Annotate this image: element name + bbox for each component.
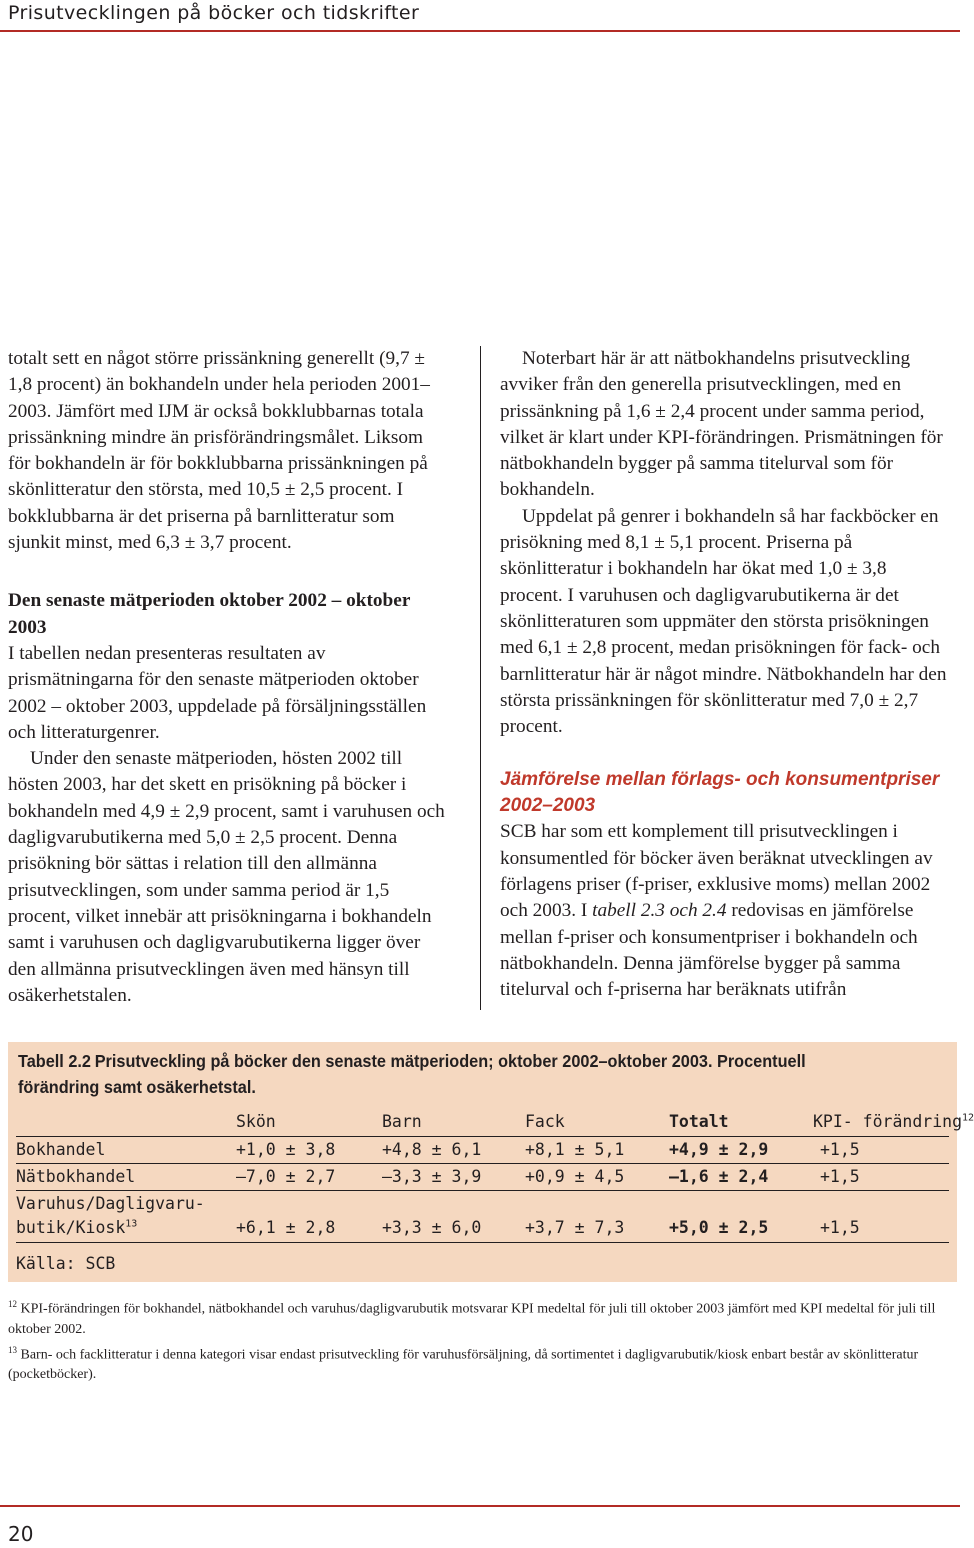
footnote: [8, 1340, 948, 1386]
paragraph: Under den senaste mätperioden, hösten 2002 till hösten 2003, har det skett en prisökning på böcker i bokhandeln med 4,9 ± 2,9 procent, samt i varuhusen och dagligvarubutikerna med 5,0 ± 2,5 procent. Denna prisökning bör sättas i relation till den allmänna prisutvecklingen, som under samma period är 1,5 procent, vilket innebär att prisökningarna i bokhandeln samt i varuhusen och dagligvarubutikerna ligger över den allmänna prisutvecklingen även med hänsyn till osäkerhetstalen.: [8, 748, 445, 1006]
table-caption-text: Prisutveckling på böcker den senaste mätperioden; oktober 2002–oktober 2003. Procentuell förändring samt osäkerhetstal.: [18, 1051, 806, 1097]
table-box: [8, 1042, 974, 1282]
column-divider: [480, 346, 481, 1010]
left-column: [8, 346, 446, 1009]
table-cell: –7,0 ± 2,7: [236, 1167, 336, 1186]
table-cell: +0,9 ± 4,5: [525, 1167, 625, 1186]
col-header-fack: Fack: [525, 1112, 565, 1131]
paragraph: totalt sett en något större prissänkning generellt (9,7 ± 1,8 procent) än bokhandeln under hela perioden 2001–2003. Jämfört med IJM är också bokklubbarnas totala prissänkning mindre än prisförändringsmålet. Liksom för bokhandeln är för bokklubbarna prissänkningen på skönlitteratur den största, med 10,5 ± 2,5 procent. I bokklubbarna är det priserna på barnlitteratur som sjunkit minst, med 6,3 ± 3,7 procent.: [8, 348, 430, 554]
paragraph: Uppdelat på genrer i bokhandeln så har fackböcker en prisökning med 8,1 ± 5,1 procent. Priserna på skönlitteratur i bokhandeln har ökat med 1,0 ± 3,8 procent. I varuhusen och dagligvarubutikerna är det skönlitteraturen som uppmäter den största prisökningen med 6,1 ± 2,8 procent, medan prisökningen för fack- och barnlitteratur här är något mindre. Nätbokhandeln har den största prissänkningen för skönlitteratur med 7,0 ± 2,7 procent.: [500, 505, 947, 738]
footnote: [8, 1294, 948, 1340]
col-header-barn: Barn: [382, 1112, 422, 1131]
table-cell: –3,3 ± 3,9: [382, 1167, 482, 1186]
paragraph: I tabellen nedan presenteras resultaten av prismätningarna för den senaste mätperioden oktober 2002 – oktober 2003, uppdelade på försäljningsställen och litteraturgenrer.: [8, 642, 427, 743]
table-label: Tabell 2.2: [18, 1051, 91, 1071]
table-caption: [18, 1048, 874, 1100]
table-source: Källa: SCB: [16, 1254, 116, 1273]
paragraph: [500, 819, 952, 1003]
paragraph: Noterbart här är att nätbokhandelns prisutveckling avviker från den generella prisutvecklingen, med en prissänkning på 1,6 ± 2,4 procent under samma period, vilket är klart under KPI-förändringen. Prismätningen för nätbokhandeln bygger på samma titelurval som för bokhandeln.: [500, 348, 943, 501]
table-cell: +3,7 ± 7,3: [525, 1218, 625, 1237]
footer-rule: [0, 1505, 960, 1507]
footnote-number: 13: [8, 1344, 17, 1355]
running-head: Prisutvecklingen på böcker och tidskrifter: [8, 2, 420, 24]
paragraph-text: redovisas en jämförelse mellan f-priser och konsumentpriser i bokhandeln och nätbokhandeln. Denna jämförelse bygger på samma titelurval och f-priserna har beräknats utifrån: [500, 900, 918, 1001]
footnote-ref: 13: [125, 1218, 138, 1230]
table-rule: [16, 1163, 949, 1164]
row-label-varuhus-cont: [16, 1216, 137, 1240]
footnotes: [8, 1294, 948, 1385]
table-reference: tabell 2.3 och 2.4: [592, 900, 727, 922]
table-cell: +8,1 ± 5,1: [525, 1140, 625, 1159]
footnote-number: 12: [8, 1299, 17, 1309]
page-number: 20: [8, 1522, 34, 1546]
table-cell: +6,1 ± 2,8: [236, 1218, 336, 1237]
table-rule: [16, 1190, 949, 1191]
table-rule: [16, 1136, 949, 1137]
table-cell: +3,3 ± 6,0: [382, 1218, 482, 1237]
col-header-totalt: Totalt: [669, 1112, 729, 1131]
section-heading: Jämförelse mellan förlags- och konsumentpriser 2002–2003: [500, 769, 940, 817]
header-rule: [0, 30, 960, 32]
footnote-ref: 12: [962, 1112, 974, 1124]
table-cell-total: +4,9 ± 2,9: [669, 1140, 769, 1159]
col-header-kpi-text: KPI- förändring: [813, 1112, 963, 1131]
right-column: [500, 346, 952, 1004]
footnote-text: KPI-förändringen för bokhandel, nätbokhandel och varuhus/dagligvarubutik motsvarar KPI medeltal för juli till oktober 2003 jämfört med KPI medeltal för juli till oktober 2002.: [8, 1301, 936, 1337]
table-cell: +1,5: [820, 1140, 860, 1159]
table-cell: +4,8 ± 6,1: [382, 1140, 482, 1159]
col-header-skon: Skön: [236, 1112, 276, 1131]
table-rule: [16, 1242, 949, 1243]
col-header-kpi: [813, 1110, 974, 1134]
row-label-natbokhandel: Nätbokhandel: [16, 1167, 136, 1186]
table-cell-total: +5,0 ± 2,5: [669, 1218, 769, 1237]
table-cell: +1,5: [820, 1218, 860, 1237]
table-cell: +1,5: [820, 1167, 860, 1186]
subheading: Den senaste mätperioden oktober 2002 – oktober 2003: [8, 590, 411, 638]
table-cell-total: –1,6 ± 2,4: [669, 1167, 769, 1186]
row-label-bokhandel: Bokhandel: [16, 1140, 106, 1159]
row-label-varuhus: Varuhus/Dagligvaru-: [16, 1194, 205, 1213]
table-cell: +1,0 ± 3,8: [236, 1140, 336, 1159]
footnote-text: Barn- och facklitteratur i denna kategori visar endast prisutveckling för varuhusförsäljning, då sortimentet i dagligvarubutik/kiosk enbart består av skönlitteratur (pocketböcker).: [8, 1347, 919, 1383]
paragraph-text: SCB har som ett komplement till prisutvecklingen i konsumentled för böcker även beräknat utvecklingen av förlagens priser (f-priser, exklusive moms) mellan 2002 och 2003. I: [500, 821, 933, 922]
row-label-varuhus-line2: butik/Kiosk: [16, 1218, 126, 1237]
